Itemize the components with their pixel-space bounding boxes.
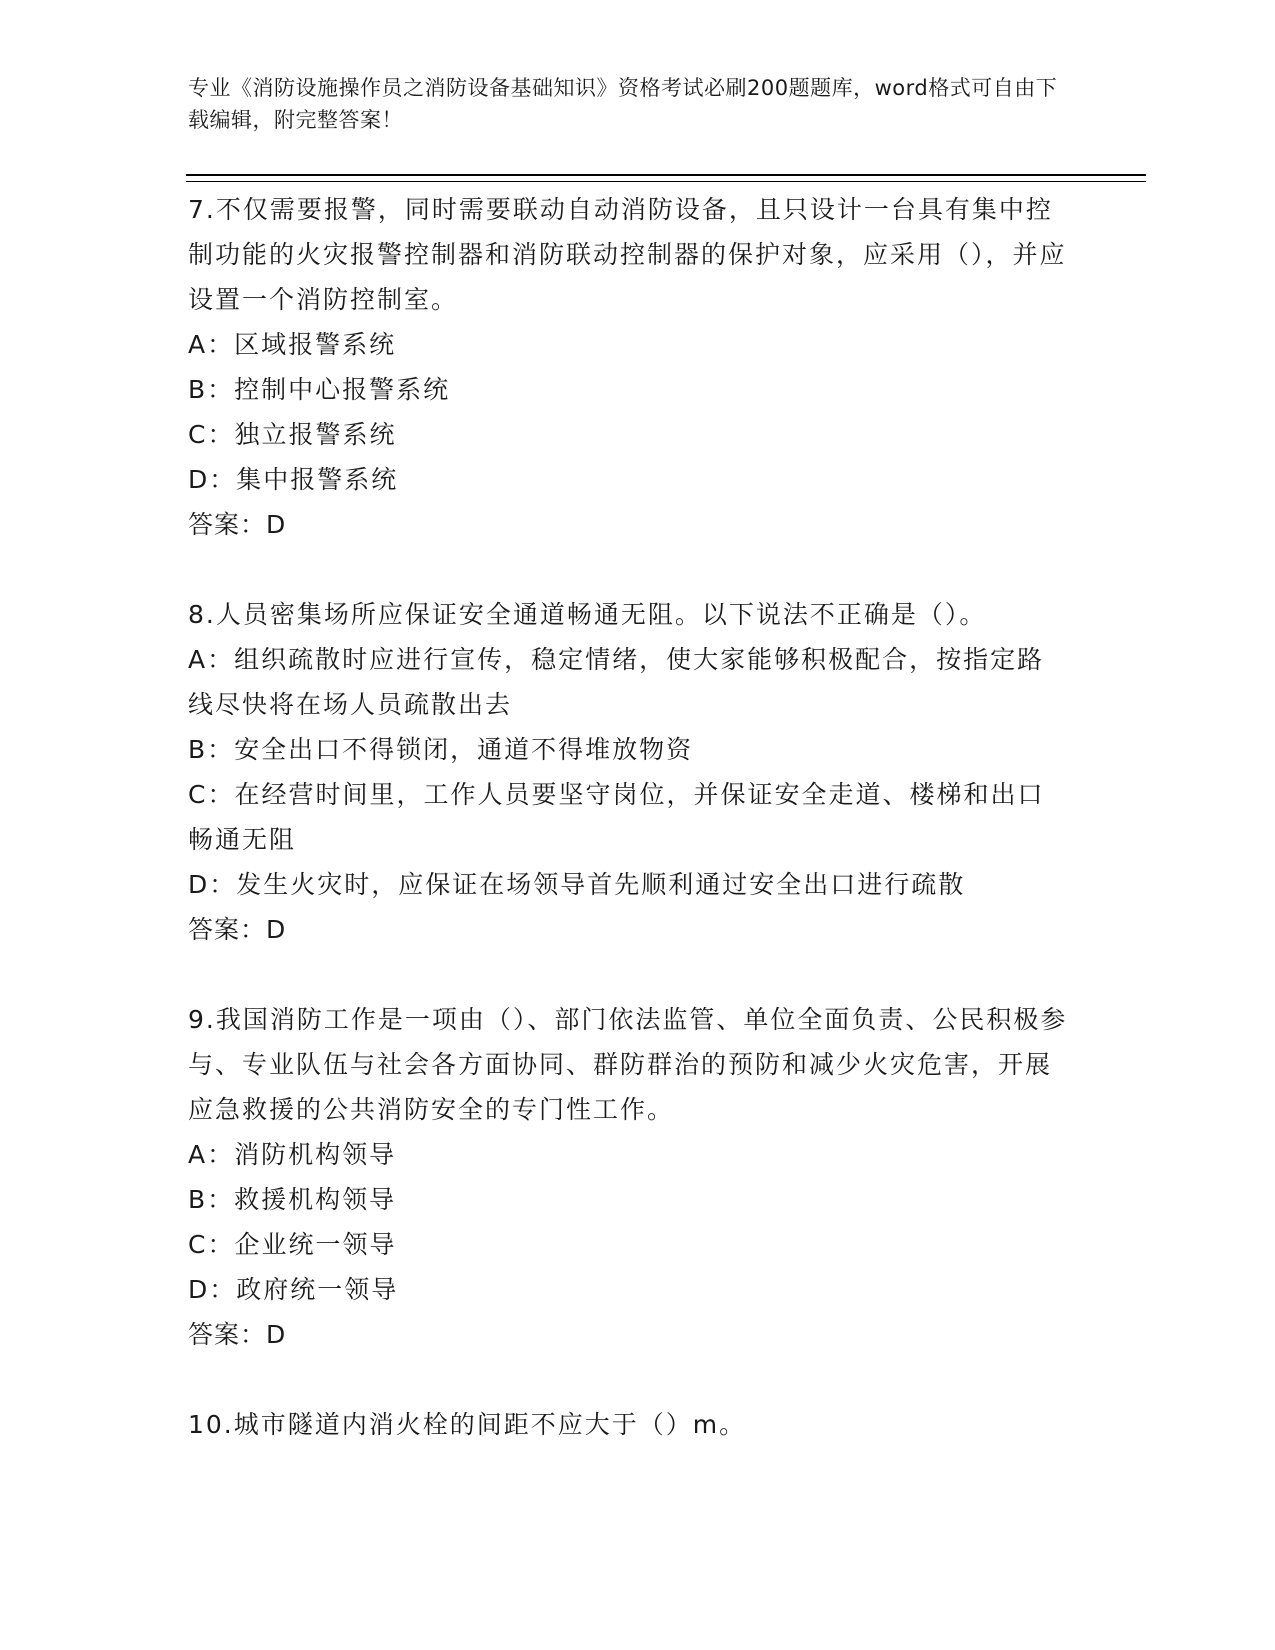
answer: 答案：D bbox=[188, 510, 287, 539]
option-b: B：救援机构领导 bbox=[188, 1185, 397, 1214]
option-b: B：安全出口不得锁闭，通道不得堆放物资 bbox=[188, 735, 694, 764]
option-d: D：集中报警系统 bbox=[188, 465, 399, 494]
answer: 答案：D bbox=[188, 915, 287, 944]
option-c: C：独立报警系统 bbox=[188, 420, 397, 449]
question-9 bbox=[188, 997, 1068, 1357]
spacer bbox=[188, 547, 1068, 592]
option-c: C：在经营时间里，工作人员要坚守岗位，并保证安全走道、楼梯和出口畅通无阻 bbox=[188, 780, 1045, 854]
question-stem: 8.人员密集场所应保证安全通道畅通无阻。以下说法不正确是（）。 bbox=[188, 600, 987, 629]
option-a: A：组织疏散时应进行宣传，稳定情绪，使大家能够积极配合，按指定路线尽快将在场人员疏散出去 bbox=[188, 645, 1045, 719]
question-list bbox=[188, 187, 1068, 1447]
option-d: D：政府统一领导 bbox=[188, 1275, 399, 1304]
option-d: D：发生火灾时，应保证在场领导首先顺利通过安全出口进行疏散 bbox=[188, 870, 966, 899]
document-header: 专业《消防设施操作员之消防设备基础知识》资格考试必刷200题题库，word格式可自由下载编辑，附完整答案！ bbox=[188, 76, 1058, 132]
answer: 答案：D bbox=[188, 1320, 287, 1349]
option-c: C：企业统一领导 bbox=[188, 1230, 397, 1259]
question-stem: 10.城市隧道内消火栓的间距不应大于（）m。 bbox=[188, 1410, 747, 1439]
spacer bbox=[188, 952, 1068, 997]
question-8 bbox=[188, 592, 1068, 952]
question-7 bbox=[188, 187, 1068, 547]
option-b: B：控制中心报警系统 bbox=[188, 375, 451, 404]
option-a: A：区域报警系统 bbox=[188, 330, 397, 359]
option-a: A：消防机构领导 bbox=[188, 1140, 397, 1169]
spacer bbox=[188, 1357, 1068, 1402]
header-divider-thin bbox=[186, 181, 1146, 182]
question-10 bbox=[188, 1402, 1068, 1447]
question-stem: 7.不仅需要报警，同时需要联动自动消防设备，且只设计一台具有集中控制功能的火灾报警控制器和消防联动控制器的保护对象，应采用（），并应设置一个消防控制室。 bbox=[188, 195, 1067, 314]
question-stem: 9.我国消防工作是一项由（）、部门依法监管、单位全面负责、公民积极参与、专业队伍与社会各方面协同、群防群治的预防和减少火灾危害，开展应急救援的公共消防安全的专门性工作。 bbox=[188, 1005, 1068, 1124]
header-divider-thick bbox=[186, 174, 1146, 176]
